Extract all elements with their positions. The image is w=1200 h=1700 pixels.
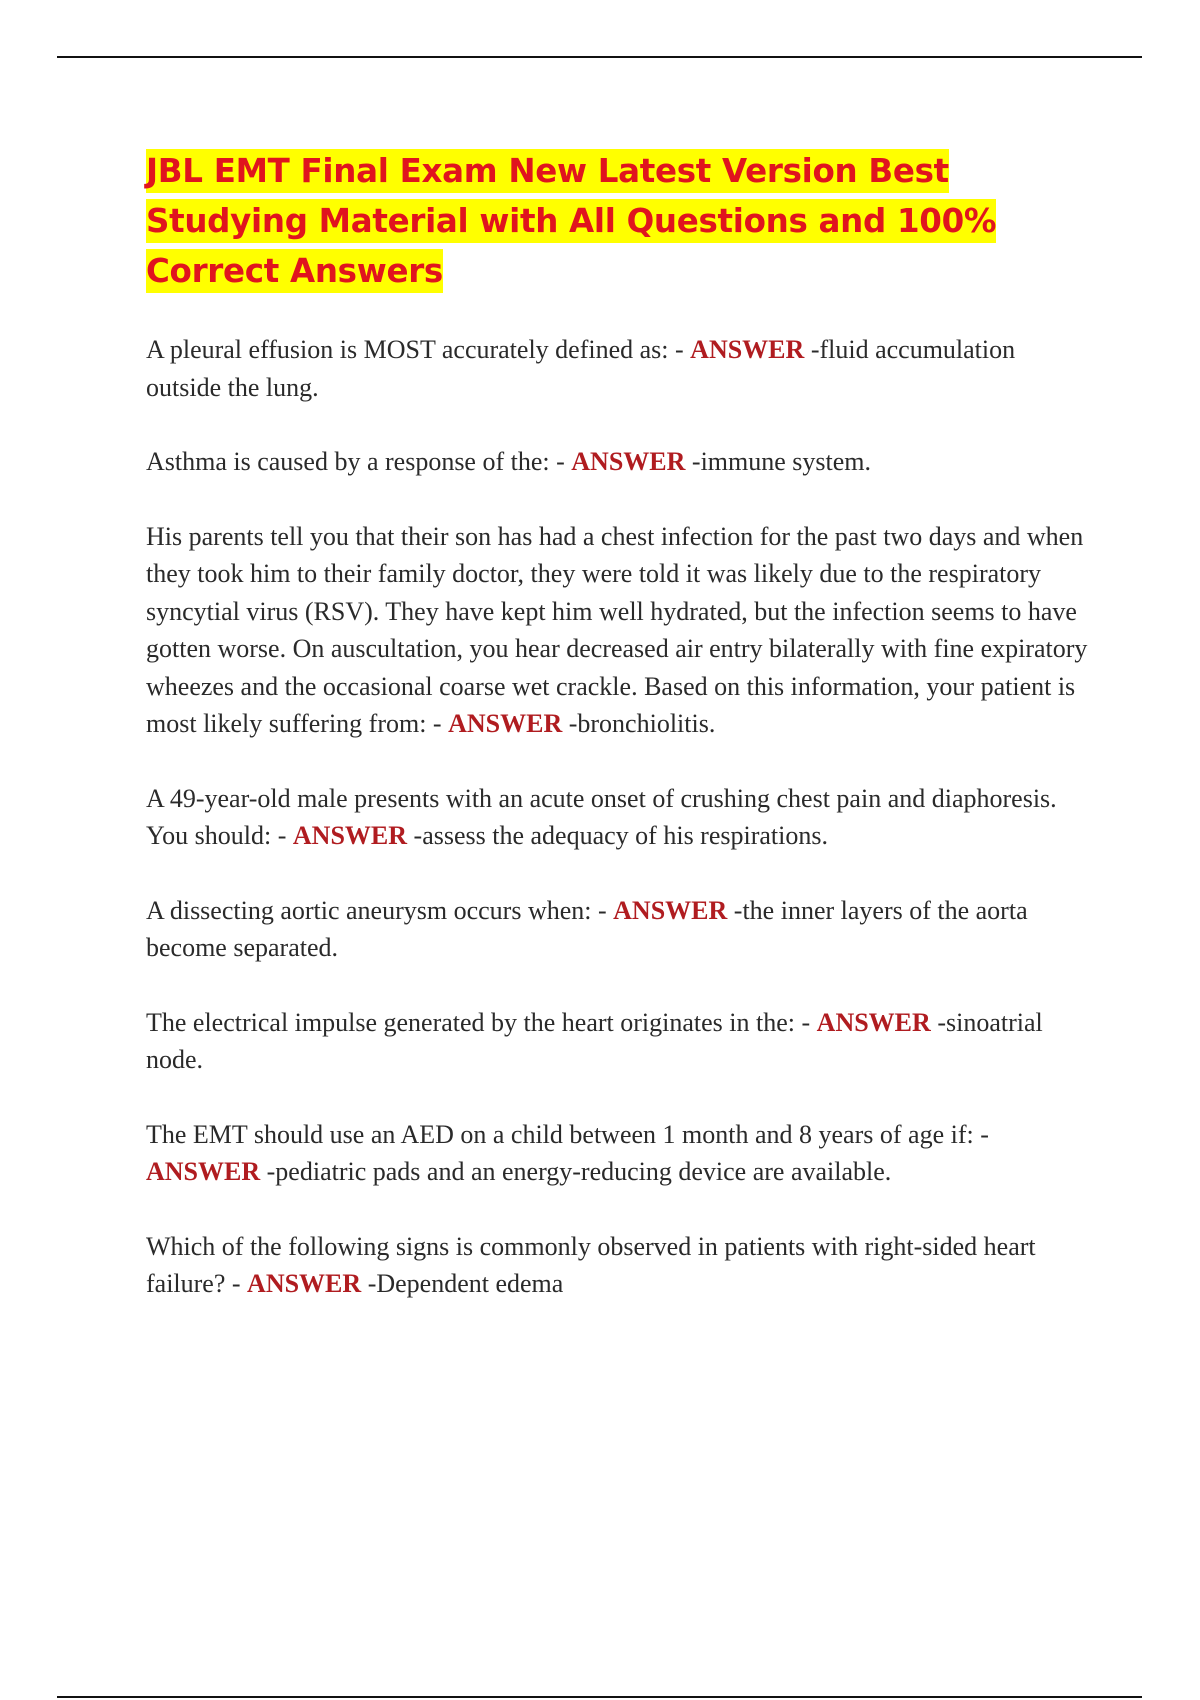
answer-label: ANSWER — [816, 1007, 931, 1037]
qa-item — [146, 518, 1096, 743]
answer-text: -immune system. — [685, 447, 872, 476]
document-body — [146, 146, 1096, 1340]
qa-item — [146, 892, 1096, 967]
qa-item — [146, 1228, 1096, 1303]
answer-label: ANSWER — [146, 1157, 261, 1186]
answer-label: ANSWER — [613, 895, 728, 925]
document-title — [146, 146, 1096, 296]
question-text: His parents tell you that their son has had a chest infection for the past two days and when they took him to their family doctor, they were told it was likely due to the respiratory syncytial virus (RSV). They have kept him well hydrated, but the infection seems to have gotten worse. On auscultation, you hear decreased air entry bilaterally with fine expiratory wheezes and the occasional coarse wet crackle. Based on this information, your patient is most likely suffering from: - — [146, 521, 1088, 738]
question-text: A 49-year-old male presents with an acute onset of crushing chest pain and diaphoresis. You should: - — [146, 783, 1057, 850]
answer-text: -pediatric pads and an energy-reducing device are available. — [260, 1157, 892, 1186]
question-text: A pleural effusion is MOST accurately defined as: - — [146, 335, 691, 364]
question-text: Asthma is caused by a response of the: - — [146, 447, 572, 476]
qa-item — [146, 331, 1096, 406]
answer-text: -fluid accumulation outside the lung. — [146, 335, 1016, 402]
answer-text: -the inner layers of the aorta become separated. — [146, 895, 1028, 962]
qa-list — [146, 331, 1096, 1303]
bottom-rule — [57, 1696, 1142, 1698]
answer-text: -Dependent edema — [361, 1269, 564, 1298]
question-text: A dissecting aortic aneurysm occurs when: - — [146, 895, 614, 925]
question-text: The EMT should use an AED on a child between 1 month and 8 years of age if: - — [146, 1119, 989, 1149]
answer-text: -assess the adequacy of his respirations. — [407, 821, 828, 850]
answer-text: -bronchiolitis. — [562, 709, 716, 738]
answer-label: ANSWER — [690, 335, 805, 364]
answer-label: ANSWER — [571, 447, 686, 476]
qa-item — [146, 1116, 1096, 1191]
qa-item — [146, 443, 1096, 481]
qa-item — [146, 1004, 1096, 1079]
answer-text: -sinoatrial node. — [146, 1007, 1043, 1074]
answer-label: ANSWER — [247, 1269, 362, 1298]
question-text: The electrical impulse generated by the heart originates in the: - — [146, 1007, 817, 1037]
top-rule — [57, 56, 1142, 58]
qa-item — [146, 780, 1096, 855]
answer-label: ANSWER — [448, 709, 563, 738]
question-text: Which of the following signs is commonly observed in patients with right-sided heart failure? - — [146, 1231, 1036, 1298]
title-highlight: JBL EMT Final Exam New Latest Version Best Studying Material with All Questions and 100% Correct Answers — [146, 149, 996, 293]
answer-label: ANSWER — [292, 821, 408, 850]
